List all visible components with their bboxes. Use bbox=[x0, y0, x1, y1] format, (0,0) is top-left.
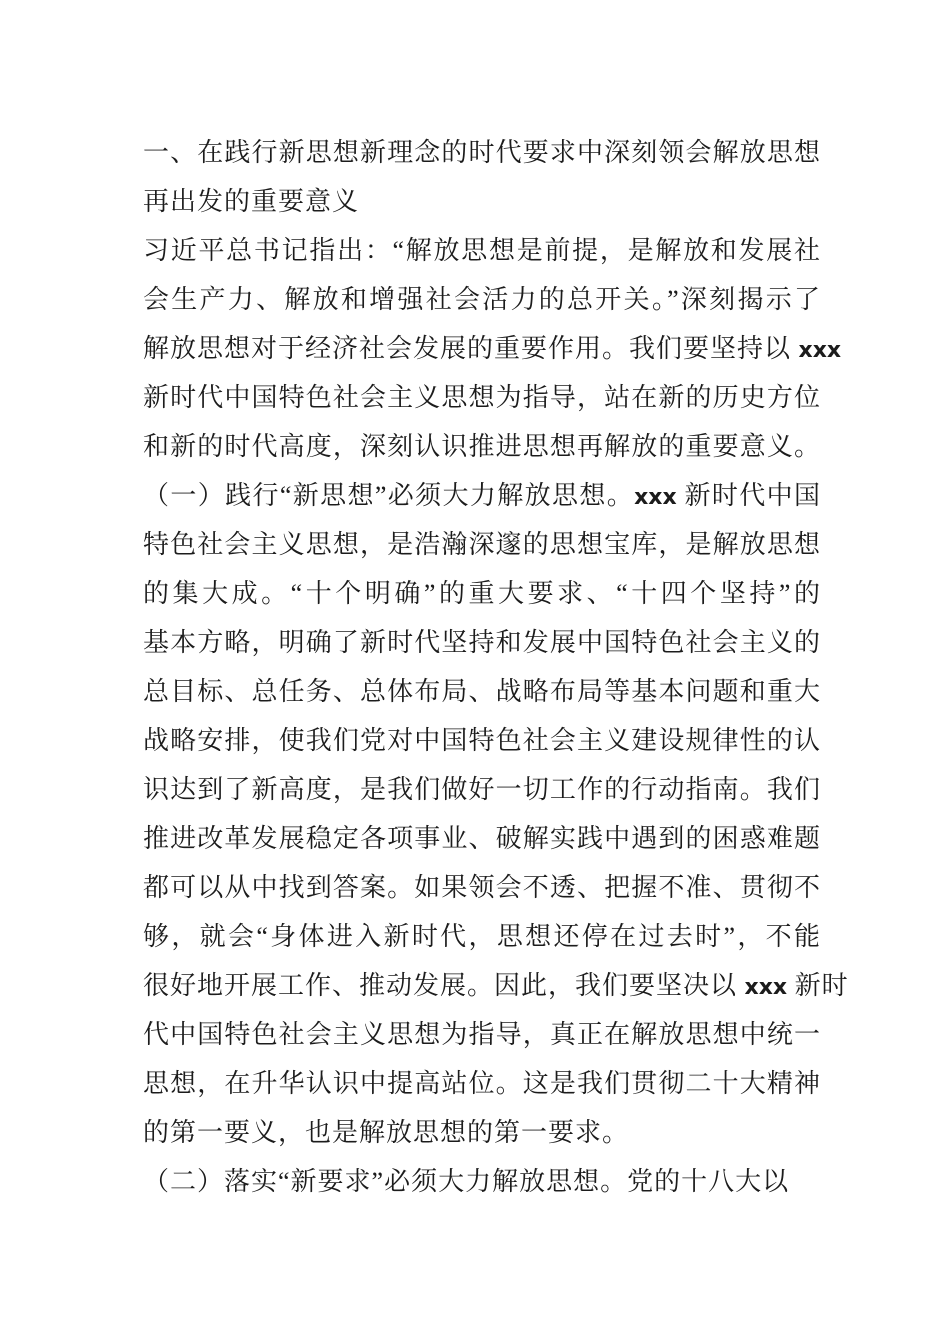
document-text-block bbox=[143, 128, 849, 1206]
text-line: 基本方略，明确了新时代坚持和发展中国特色社会主义的 bbox=[143, 628, 821, 657]
text-line: 代中国特色社会主义思想为指导，真正在解放思想中统一 bbox=[143, 1020, 821, 1049]
text-line: 总目标、总任务、总体布局、战略布局等基本问题和重大 bbox=[143, 677, 821, 706]
text-line: 推进改革发展稳定各项事业、破解实践中遇到的困惑难题 bbox=[143, 824, 821, 853]
section-heading-line: 一、在践行新思想新理念的时代要求中深刻领会解放思想 bbox=[143, 138, 821, 167]
text-line: 识达到了新高度，是我们做好一切工作的行动指南。我们 bbox=[143, 775, 821, 804]
text-line: 新时代中国特色社会主义思想为指导，站在新的历史方位 bbox=[143, 383, 821, 412]
text-line: 战略安排，使我们党对中国特色社会主义建设规律性的认 bbox=[143, 726, 821, 755]
text-line: （一）践行“新思想”必须大力解放思想。xxx 新时代中国 bbox=[143, 481, 821, 510]
section-heading-line: 再出发的重要意义 bbox=[143, 187, 360, 216]
text-line: 的集大成。“十个明确”的重大要求、“十四个坚持”的 bbox=[143, 579, 821, 608]
text-line: 特色社会主义思想，是浩瀚深邃的思想宝库，是解放思想 bbox=[143, 530, 821, 559]
text-line: 习近平总书记指出：“解放思想是前提，是解放和发展社 bbox=[143, 236, 821, 265]
text-line: 的第一要义，也是解放思想的第一要求。 bbox=[143, 1118, 630, 1147]
text-line: 都可以从中找到答案。如果领会不透、把握不准、贯彻不 bbox=[143, 873, 821, 902]
text-line: 很好地开展工作、推动发展。因此，我们要坚决以 xxx 新时 bbox=[143, 971, 849, 1000]
text-line: 解放思想对于经济社会发展的重要作用。我们要坚持以 xxx bbox=[143, 334, 842, 363]
text-line: 会生产力、解放和增强社会活力的总开关。”深刻揭示了 bbox=[143, 285, 821, 314]
text-line: 和新的时代高度，深刻认识推进思想再解放的重要意义。 bbox=[143, 432, 821, 461]
text-line: 够，就会“身体进入新时代，思想还停在过去时”，不能 bbox=[143, 922, 821, 951]
text-line: （二）落实“新要求”必须大力解放思想。党的十八大以 bbox=[143, 1167, 790, 1196]
text-line: 思想，在升华认识中提高站位。这是我们贯彻二十大精神 bbox=[143, 1069, 821, 1098]
